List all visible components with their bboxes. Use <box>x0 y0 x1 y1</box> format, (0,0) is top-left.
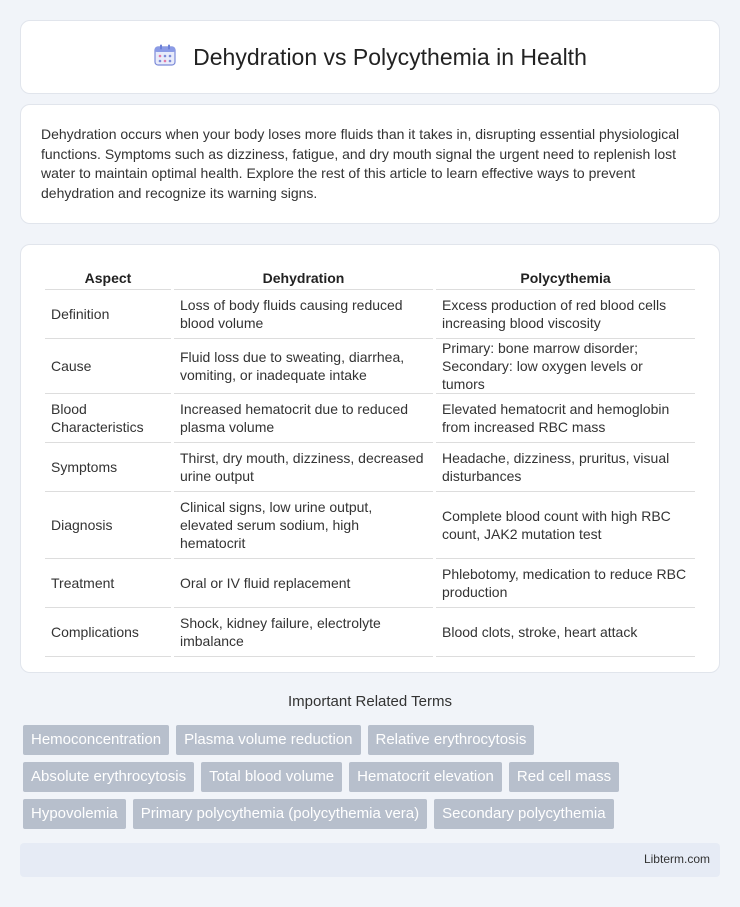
tag-absolute-erythrocytosis[interactable]: Absolute erythrocytosis <box>23 762 194 792</box>
table-cell: Complete blood count with high RBC count, JAK2 mutation test <box>436 492 695 559</box>
intro-text: Dehydration occurs when your body loses more fluids than it takes in, disrupting essential physiological functions. Symptoms such as dizziness, fatigue, and dry mouth signal the urgent need to replenish lost water to maintain optimal health. Explore the rest of this article to learn effective ways to prevent dehydration and recognize its warning signs. <box>41 126 680 201</box>
footer-brand-link[interactable]: Libterm.com <box>643 852 710 866</box>
page-title: Dehydration vs Polycythemia in Health <box>193 43 587 70</box>
header-card <box>20 20 720 94</box>
comparison-table <box>42 265 698 657</box>
table-cell: Complications <box>45 608 171 657</box>
intro-card <box>20 104 720 224</box>
table-cell: Cause <box>45 339 171 394</box>
table-row <box>45 443 695 492</box>
tag-secondary-polycythemia[interactable]: Secondary polycythemia <box>434 799 613 829</box>
related-terms-list <box>23 725 723 836</box>
tag-red-cell-mass[interactable]: Red cell mass <box>509 762 619 792</box>
column-header-polycythemia: Polycythemia <box>436 265 695 290</box>
table-cell: Fluid loss due to sweating, diarrhea, vomiting, or inadequate intake <box>174 339 433 394</box>
table-row <box>45 559 695 608</box>
table-cell: Oral or IV fluid replacement <box>174 559 433 608</box>
table-cell: Blood clots, stroke, heart attack <box>436 608 695 657</box>
column-header-aspect: Aspect <box>45 265 171 290</box>
table-row <box>45 608 695 657</box>
table-cell: Symptoms <box>45 443 171 492</box>
table-cell: Loss of body fluids causing reduced blood volume <box>174 290 433 339</box>
table-cell: Blood Characteristics <box>45 394 171 443</box>
table-cell: Clinical signs, low urine output, elevated serum sodium, high hematocrit <box>174 492 433 559</box>
table-row <box>45 394 695 443</box>
tag-primary-polycythemia[interactable]: Primary polycythemia (polycythemia vera) <box>133 799 427 829</box>
table-cell: Treatment <box>45 559 171 608</box>
table-row <box>45 290 695 339</box>
table-cell: Phlebotomy, medication to reduce RBC production <box>436 559 695 608</box>
tag-relative-erythrocytosis[interactable]: Relative erythrocytosis <box>368 725 535 755</box>
table-cell: Elevated hematocrit and hemoglobin from increased RBC mass <box>436 394 695 443</box>
tag-hemoconcentration[interactable]: Hemoconcentration <box>23 725 169 755</box>
table-cell: Headache, dizziness, pruritus, visual disturbances <box>436 443 695 492</box>
tag-hypovolemia[interactable]: Hypovolemia <box>23 799 126 829</box>
table-cell: Primary: bone marrow disorder; Secondary: low oxygen levels or tumors <box>436 339 695 394</box>
footer <box>20 843 720 877</box>
table-cell: Excess production of red blood cells increasing blood viscosity <box>436 290 695 339</box>
table-cell: Thirst, dry mouth, dizziness, decreased urine output <box>174 443 433 492</box>
tag-hematocrit-elevation[interactable]: Hematocrit elevation <box>349 762 502 792</box>
table-cell: Diagnosis <box>45 492 171 559</box>
table-row <box>45 492 695 559</box>
tag-plasma-volume-reduction[interactable]: Plasma volume reduction <box>176 725 360 755</box>
table-cell: Definition <box>45 290 171 339</box>
column-header-dehydration: Dehydration <box>174 265 433 290</box>
table-cell: Increased hematocrit due to reduced plasma volume <box>174 394 433 443</box>
comparison-card <box>20 244 720 673</box>
table-row <box>45 339 695 394</box>
related-terms-heading: Important Related Terms <box>288 693 452 710</box>
table-cell: Shock, kidney failure, electrolyte imbalance <box>174 608 433 657</box>
tag-total-blood-volume[interactable]: Total blood volume <box>201 762 342 792</box>
calendar-icon <box>153 43 177 72</box>
